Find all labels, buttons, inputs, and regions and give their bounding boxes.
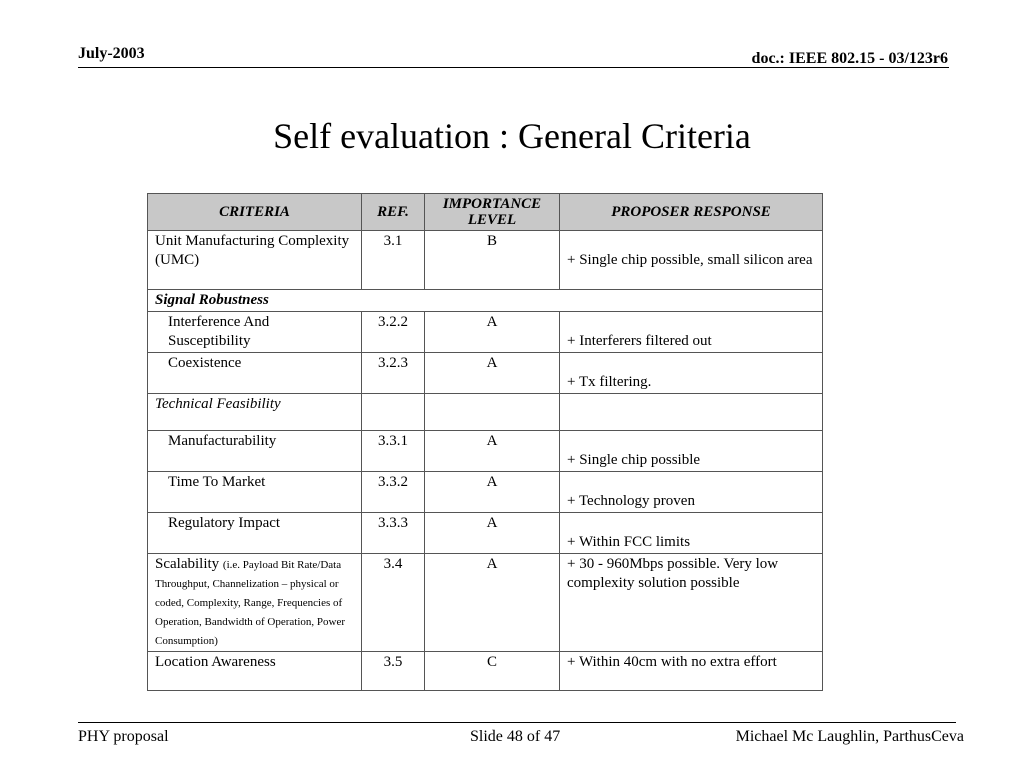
footer-author: Michael Mc Laughlin, ParthusCeva <box>735 728 964 745</box>
ref-cell: 3.1 <box>362 231 425 290</box>
criteria-cell: Coexistence <box>148 353 362 394</box>
table-row <box>148 431 823 472</box>
level-cell: A <box>425 554 560 652</box>
criteria-table <box>147 193 823 691</box>
response-cell <box>560 312 823 353</box>
level-cell: A <box>425 431 560 472</box>
ref-cell: 3.3.2 <box>362 472 425 513</box>
col-header-criteria: CRITERIA <box>148 194 362 231</box>
response-cell <box>560 231 823 290</box>
response-text: + Within FCC limits <box>567 534 691 550</box>
ref-cell: 3.5 <box>362 652 425 691</box>
section-signal-robustness: Signal Robustness <box>148 290 823 312</box>
ref-cell: 3.3.3 <box>362 513 425 554</box>
criteria-cell: Time To Market <box>148 472 362 513</box>
criteria-note: (i.e. Payload Bit Rate/Data Throughput, Channelization – physical or coded, Complexity, Range, Frequencies of Operation, Bandwidth of Operation, Power Consumption) <box>155 559 346 647</box>
response-cell: + Within 40cm with no extra effort <box>560 652 823 691</box>
table-row <box>148 652 823 691</box>
table-row <box>148 513 823 554</box>
response-cell: + 30 - 960Mbps possible. Very low complexity solution possible <box>560 554 823 652</box>
section-row <box>148 394 823 431</box>
response-text: + Single chip possible, small silicon area <box>567 252 813 268</box>
criteria-cell <box>148 554 362 652</box>
response-cell <box>560 353 823 394</box>
table-row <box>148 312 823 353</box>
response-cell <box>560 472 823 513</box>
section-technical-feasibility: Technical Feasibility <box>148 394 362 431</box>
level-cell: A <box>425 312 560 353</box>
response-text: + Interferers filtered out <box>567 333 712 349</box>
ref-cell: 3.2.3 <box>362 353 425 394</box>
header-doc-id: doc.: IEEE 802.15 - 03/123r6 <box>751 50 948 67</box>
col-header-response: PROPOSER RESPONSE <box>560 194 823 231</box>
criteria-cell: Interference And Susceptibility <box>148 312 362 353</box>
ref-cell: 3.2.2 <box>362 312 425 353</box>
header-date: July-2003 <box>78 45 145 62</box>
table-row <box>148 472 823 513</box>
level-cell: C <box>425 652 560 691</box>
response-cell <box>560 431 823 472</box>
header-divider <box>78 67 949 68</box>
response-cell <box>560 513 823 554</box>
footer-label: PHY proposal <box>78 728 169 745</box>
slide-title: Self evaluation : General Criteria <box>273 116 751 156</box>
table-row <box>148 554 823 652</box>
criteria-label: Scalability <box>155 556 220 572</box>
level-cell: A <box>425 513 560 554</box>
level-cell: B <box>425 231 560 290</box>
response-text: + Tx filtering. <box>567 374 652 390</box>
criteria-cell: Location Awareness <box>148 652 362 691</box>
slide-number: Slide 48 of 47 <box>470 728 561 745</box>
level-cell: A <box>425 353 560 394</box>
col-header-importance: IMPORTANCE LEVEL <box>425 194 560 231</box>
criteria-cell: Unit Manufacturing Complexity (UMC) <box>148 231 362 290</box>
criteria-cell: Manufacturability <box>148 431 362 472</box>
table-row <box>148 231 823 290</box>
ref-cell: 3.3.1 <box>362 431 425 472</box>
response-text: + Single chip possible <box>567 452 701 468</box>
footer-divider <box>78 722 956 723</box>
ref-cell: 3.4 <box>362 554 425 652</box>
table-header-row <box>148 194 823 231</box>
response-text: + Technology proven <box>567 493 695 509</box>
criteria-cell: Regulatory Impact <box>148 513 362 554</box>
col-header-ref: REF. <box>362 194 425 231</box>
section-row <box>148 290 823 312</box>
level-cell: A <box>425 472 560 513</box>
table-row <box>148 353 823 394</box>
